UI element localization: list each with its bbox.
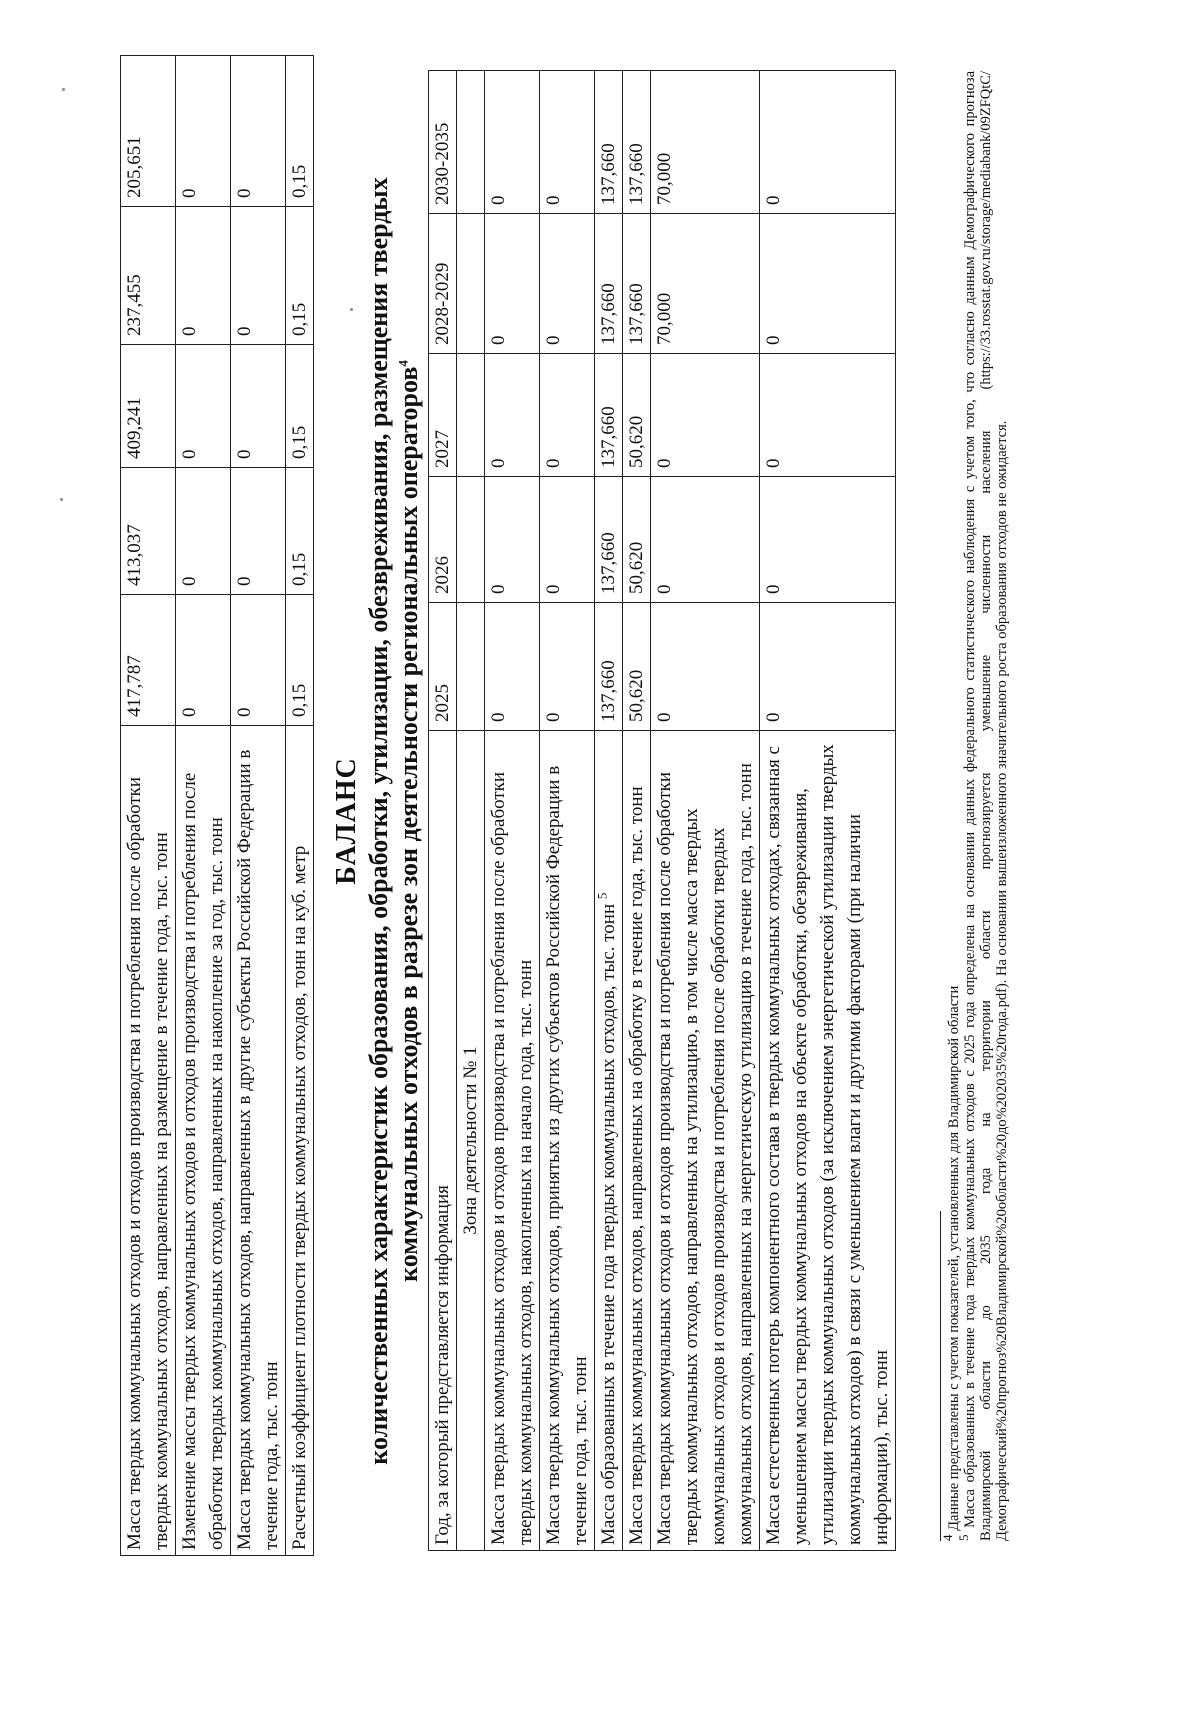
value-cell: 0 <box>760 477 896 603</box>
year-header-cell: 2025 <box>429 603 457 731</box>
value-cell: 0,15 <box>286 207 314 345</box>
value-cell: 0 <box>231 595 286 726</box>
table-row <box>121 56 176 1556</box>
row-label-cell <box>595 731 623 1551</box>
title-main: БАЛАНС <box>331 757 362 885</box>
scan-speck <box>62 88 65 91</box>
value-cell: 0 <box>760 354 896 477</box>
value-cell: 0 <box>760 603 896 731</box>
row-label: Масса твердых коммунальных отходов и отходов производства и потребления после обработки твердых коммунальных отходов, направленных на утилизацию, в том числе масса твердых коммунальных отходов и отходов производства и потребления после обработки твердых коммунальных отходов, направленных на энергетическую утилизацию в течение года, тыс. тонн <box>654 763 756 1545</box>
row-label: Масса твердых коммунальных отходов, направленных в другие субъекты Российской Федерации в течение года, тыс. тонн <box>231 726 286 1556</box>
value-cell: 137,660 <box>595 354 623 477</box>
footnotes <box>940 70 1010 1541</box>
balance-title <box>330 131 424 1511</box>
title-line-2: коммунальных отходов в разрезе зон деятельности региональных операторов <box>394 366 423 1282</box>
footnote-5 <box>956 70 1010 1541</box>
value-cell: 0 <box>231 207 286 345</box>
year-header-cell: 2027 <box>429 354 457 477</box>
row-label: Масса твердых коммунальных отходов, принятых из других субъектов Российской Федерации в течение года, тыс. тонн <box>543 765 591 1545</box>
value-cell: 0 <box>231 468 286 595</box>
row-label-cell <box>623 731 651 1551</box>
year-header-row <box>429 71 457 1551</box>
value-cell: 413,037 <box>121 468 176 595</box>
value-cell: 137,660 <box>623 214 651 354</box>
value-cell: 0 <box>540 71 595 214</box>
value-cell: 50,620 <box>623 477 651 603</box>
value-cell: 0 <box>485 477 540 603</box>
row-label: Масса образованных в течение года твердых коммунальных отходов, тыс. тонн <box>598 903 619 1545</box>
value-cell: 50,620 <box>623 603 651 731</box>
row-label: Масса твердых коммунальных отходов и отходов производства и потребления после обработки твердых коммунальных отходов, направленных на размещение в течение года, тыс. тонн <box>121 726 176 1556</box>
value-cell: 0 <box>540 477 595 603</box>
value-cell: 205,651 <box>121 56 176 207</box>
value-cell: 0 <box>760 214 896 354</box>
value-cell: 137,660 <box>623 71 651 214</box>
value-cell: 0 <box>651 603 760 731</box>
table-row <box>231 56 286 1556</box>
row-label: Расчетный коэффициент плотности твердых коммунальных отходов, тонн на куб. метр <box>286 726 314 1556</box>
footnote-text: Масса образованных в течение года твердых коммунальных отходов с 2025 года определена на основании данных федерального статистического наблюдения с учетом того, что согласно данным Демографического прогноза Владимирской области до 2035 года на территории области прогнозируется уменьшение численности населения (https://33.rosstat.gov.ru/storage/mediabank/09ZFQtC/Демографический%20прогноз%20Владимирской%20области%20до%202035%20года.pdf). На основании вышеизложенного значительного роста образования отходов не ожидается. <box>962 70 1010 1541</box>
year-header-cell: 2030-2035 <box>429 71 457 214</box>
value-cell: 0,15 <box>286 56 314 207</box>
table-row <box>623 71 651 1551</box>
row-label: Масса естественных потерь компонентного состава в твердых коммунальных отходах, связанная с уменьшением массы твердых коммунальных отходов на объекте обработки, обезвреживания, утилизации твердых коммунальных отходов (за исключением энергетической утилизации твердых коммунальных отходов) в связи с уменьшением влаги и другими факторами (при наличии информации), тыс. тонн <box>763 744 892 1545</box>
row-label-cell <box>540 731 595 1551</box>
value-cell: 137,660 <box>595 71 623 214</box>
year-header-cell: 2028-2029 <box>429 214 457 354</box>
footnote-mark: 4 <box>940 1534 956 1541</box>
value-cell: 0 <box>485 354 540 477</box>
value-cell: 237,455 <box>121 207 176 345</box>
value-cell: 0 <box>176 56 231 207</box>
title-footnote-mark: 4 <box>395 360 411 367</box>
year-header-cell: 2026 <box>429 477 457 603</box>
table-row <box>176 56 231 1556</box>
table-row <box>540 71 595 1551</box>
value-cell: 0 <box>540 603 595 731</box>
value-cell: 0 <box>485 71 540 214</box>
table-row <box>485 71 540 1551</box>
table-row <box>595 71 623 1551</box>
value-cell: 70,000 <box>651 214 760 354</box>
table-row <box>286 56 314 1556</box>
footnote-4 <box>940 71 962 1541</box>
table-row <box>760 71 896 1551</box>
row-label-cell <box>760 731 896 1551</box>
footnote-separator <box>940 1211 941 1541</box>
scan-speck <box>60 498 63 501</box>
value-cell: 0,15 <box>286 468 314 595</box>
row-label-cell <box>485 731 540 1551</box>
value-cell: 0 <box>651 354 760 477</box>
zone-label: Зона деятельности № 1 <box>457 731 485 1551</box>
title-line-1: количественных характеристик образования, обработки, утилизации, обезвреживания, размещения твердых <box>364 177 393 1465</box>
value-cell: 0 <box>231 345 286 468</box>
row-label: Изменение массы твердых коммунальных отходов и отходов производства и потребления после обработки твердых коммунальных отходов, направленных на накопление за год, тыс. тонн <box>176 726 231 1556</box>
zone-row <box>457 71 485 1551</box>
value-cell: 0 <box>176 468 231 595</box>
row-label: Масса твердых коммунальных отходов и отходов производства и потребления после обработки твердых коммунальных отходов, накопленных на начало года, тыс. тонн <box>488 771 536 1545</box>
footnote-mark: 5 <box>956 1534 972 1541</box>
row-label: Масса твердых коммунальных отходов, направленных на обработку в течение года, тыс. тонн <box>626 786 647 1545</box>
value-cell: 0 <box>760 71 896 214</box>
year-header-label: Год, за который представляется информация <box>429 731 457 1551</box>
balance-table <box>428 70 896 1551</box>
value-cell: 0,15 <box>286 345 314 468</box>
value-cell: 50,620 <box>623 354 651 477</box>
row-footnote-mark: 5 <box>594 892 610 900</box>
value-cell: 137,660 <box>595 477 623 603</box>
value-cell: 417,787 <box>121 595 176 726</box>
row-label-cell <box>651 731 760 1551</box>
value-cell: 70,000 <box>651 71 760 214</box>
value-cell: 137,660 <box>595 214 623 354</box>
value-cell: 0 <box>651 477 760 603</box>
value-cell: 0 <box>540 354 595 477</box>
value-cell: 0 <box>485 603 540 731</box>
value-cell: 409,241 <box>121 345 176 468</box>
table-row <box>651 71 760 1551</box>
value-cell: 0 <box>485 214 540 354</box>
value-cell: 0 <box>176 345 231 468</box>
value-cell: 0 <box>176 207 231 345</box>
value-cell: 137,660 <box>595 603 623 731</box>
footnote-text: Данные представлены с учетом показателей, установленных для Владимирской области <box>946 985 962 1531</box>
waste-mass-table-continued <box>120 55 314 1556</box>
value-cell: 0 <box>540 214 595 354</box>
value-cell: 0 <box>176 595 231 726</box>
value-cell: 0,15 <box>286 595 314 726</box>
value-cell: 0 <box>231 56 286 207</box>
